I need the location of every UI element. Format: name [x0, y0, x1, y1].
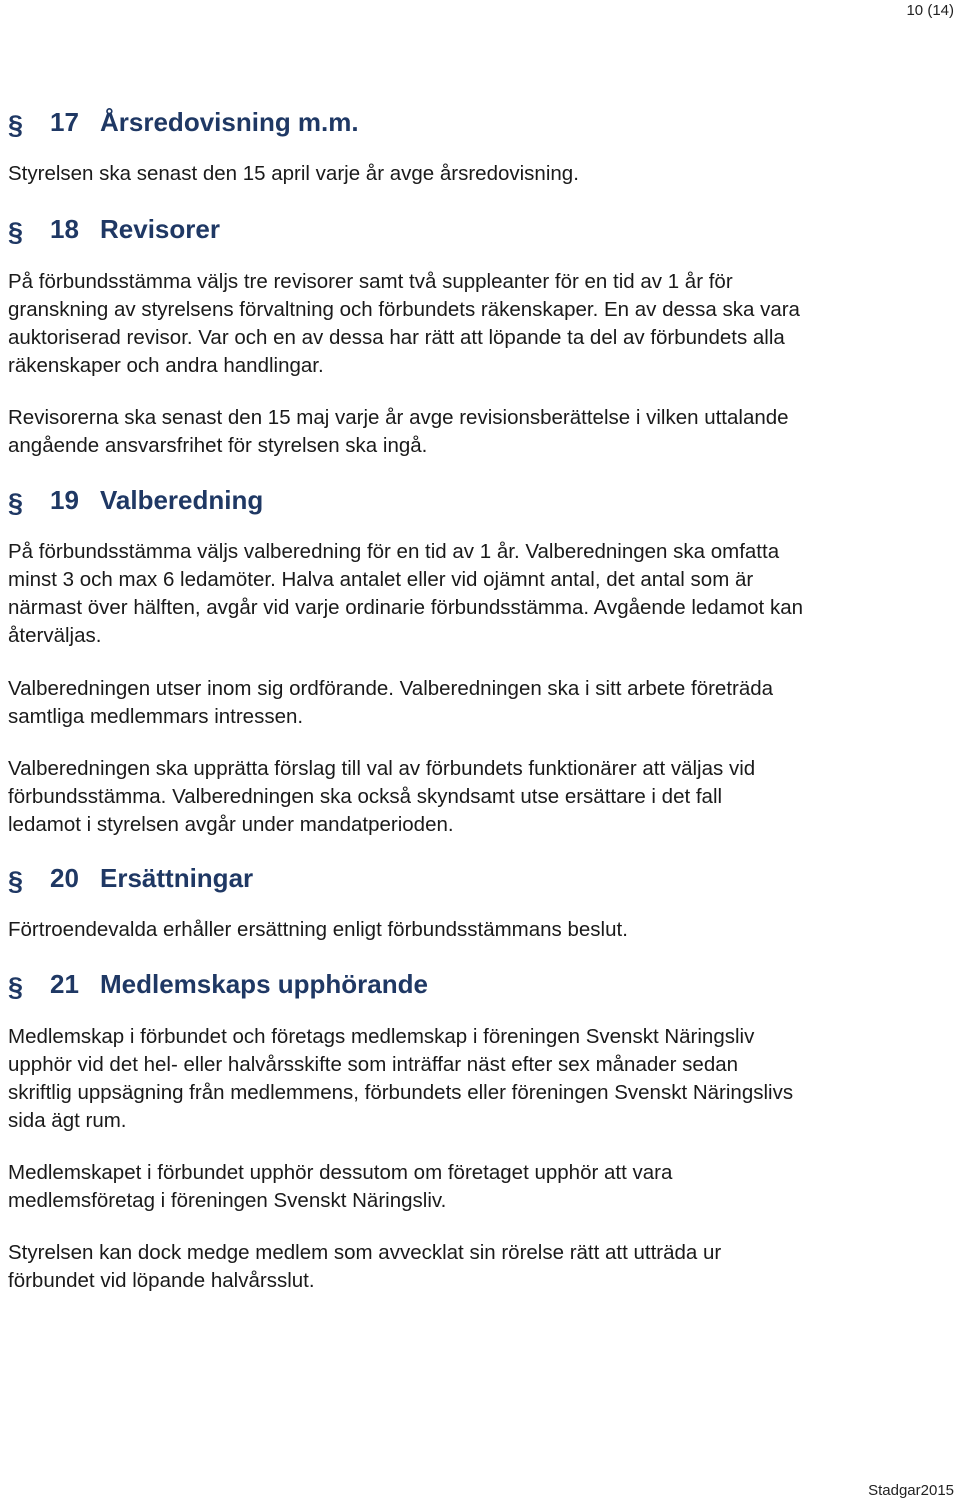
section-number: 17 [50, 107, 79, 137]
section-18-heading [8, 213, 220, 245]
section-19-heading [8, 484, 263, 516]
section-title: Ersättningar [100, 863, 254, 893]
section-sign-icon: § [8, 110, 24, 140]
section-18-paragraph: Revisorerna ska senast den 15 maj varje år avge revisionsberättelse i vilken uttalande angående ansvarsfrihet för styrelsen ska ingå. [8, 406, 789, 457]
section-17-heading [8, 106, 359, 138]
section-20-heading [8, 862, 253, 894]
section-21-paragraph: Styrelsen kan dock medge medlem som avvecklat sin rörelse rätt att utträda ur förbundet vid löpande halvårsslut. [8, 1241, 722, 1292]
section-sign-icon: § [8, 866, 24, 896]
section-title: Årsredovisning m.m. [100, 107, 359, 137]
section-18-paragraph: På förbundsstämma väljs tre revisorer samt två suppleanter för en tid av 1 år för granskning av styrelsens förvaltning och förbundets räkenskaper. En av dessa ska vara auktoriserad revisor. Var och en av dessa har rätt att löpande ta del av förbundets alla räkenskaper och andra handlingar. [8, 270, 800, 377]
section-21-paragraph: Medlemskapet i förbundet upphör dessutom om företaget upphör att vara medlemsföretag i föreningen Svenskt Näringsliv. [8, 1161, 673, 1212]
section-title: Valberedning [100, 485, 264, 515]
section-title: Medlemskaps upphörande [100, 969, 428, 999]
section-sign-icon: § [8, 488, 24, 518]
section-number: 19 [50, 485, 79, 515]
section-19-paragraph: Valberedningen ska upprätta förslag till val av förbundets funktionärer att väljas vid förbundsstämma. Valberedningen ska också skyndsamt utse ersättare i det fall ledamot i styrelsen avgår under mandatperioden. [8, 757, 756, 836]
section-17-paragraph: Styrelsen ska senast den 15 april varje år avge årsredovisning. [8, 162, 579, 185]
section-sign-icon: § [8, 972, 24, 1002]
section-20-paragraph: Förtroendevalda erhåller ersättning enligt förbundsstämmans beslut. [8, 918, 628, 941]
section-sign-icon: § [8, 217, 24, 247]
section-19-paragraph: Valberedningen utser inom sig ordförande. Valberedningen ska i sitt arbete företräda samtliga medlemmars intressen. [8, 677, 774, 728]
section-19-paragraph: På förbundsstämma väljs valberedning för en tid av 1 år. Valberedningen ska omfatta minst 3 och max 6 ledamöter. Halva antalet eller vid ojämnt antal, det antal som är närmast över hälften, avgår vid varje ordinarie förbundsstämma. Avgående ledamot kan återväljas. [8, 540, 804, 647]
section-number: 20 [50, 863, 79, 893]
section-number: 21 [50, 969, 79, 999]
footer-label: Stadgar2015 [868, 1482, 954, 1499]
section-title: Revisorer [100, 214, 220, 244]
section-21-paragraph: Medlemskap i förbundet och företags medlemskap i föreningen Svenskt Näringsliv upphör vid det hel- eller halvårsskifte som inträffar näst efter sex månader sedan skriftlig uppsägning från medlemmens, förbundets eller föreningen Svenskt Näringslivs sida ägt rum. [8, 1025, 794, 1132]
section-21-heading [8, 968, 428, 1000]
section-number: 18 [50, 214, 79, 244]
page-number: 10 (14) [906, 2, 954, 19]
